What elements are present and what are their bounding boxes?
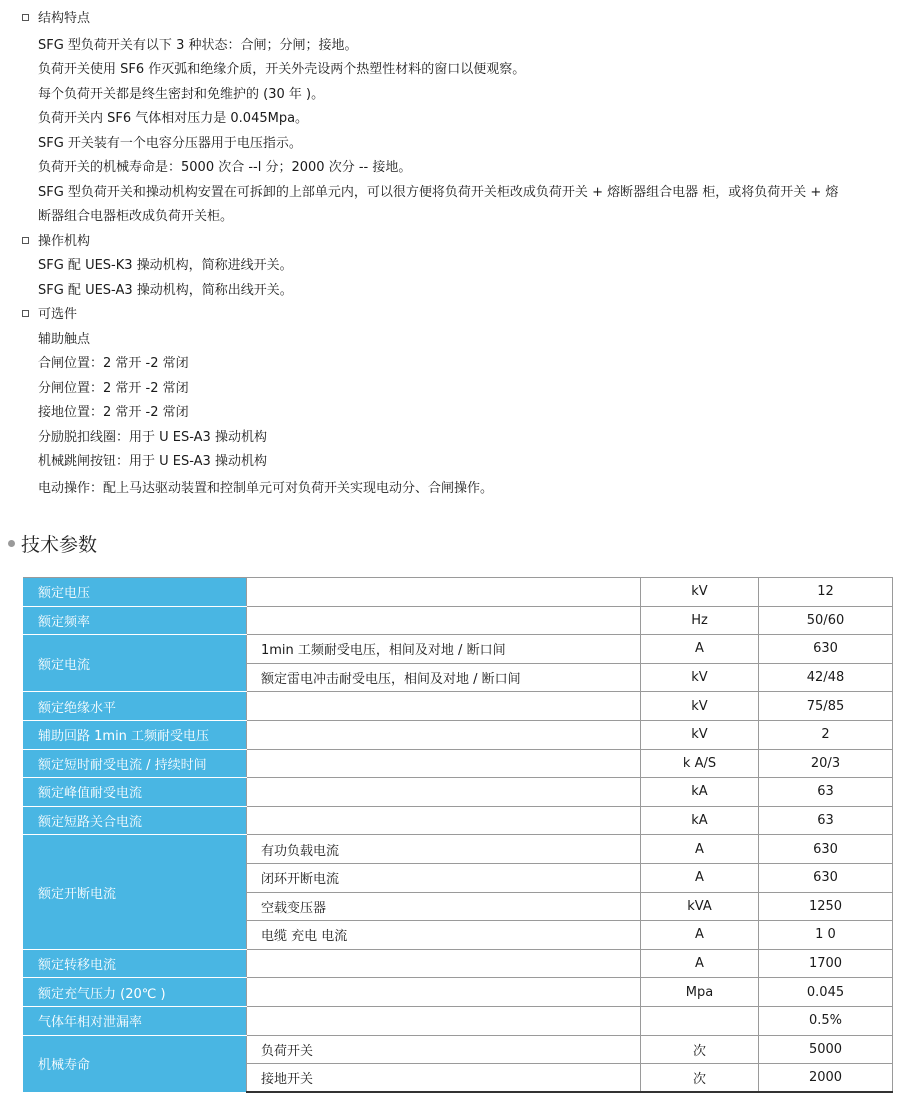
param-sub: 有功负载电流 [247, 835, 641, 864]
param-label: 额定绝缘水平 [24, 692, 247, 721]
table-row [24, 978, 893, 1007]
param-unit: k A/S [641, 749, 759, 778]
param-sub [247, 778, 641, 807]
param-value: 1250 [759, 892, 893, 921]
param-unit: kV [641, 663, 759, 692]
param-sub: 电缆 充电 电流 [247, 921, 641, 950]
param-label: 额定开断电流 [24, 835, 247, 949]
param-label: 额定频率 [24, 606, 247, 635]
param-label: 机械寿命 [24, 1035, 247, 1092]
param-label: 气体年相对泄漏率 [24, 1006, 247, 1035]
param-unit: 次 [641, 1064, 759, 1093]
round-bullet-icon [8, 540, 15, 547]
table-row [24, 806, 893, 835]
param-unit: 次 [641, 1035, 759, 1064]
param-value: 63 [759, 806, 893, 835]
spec-table [23, 577, 893, 1093]
param-value: 630 [759, 635, 893, 664]
section-title: 技术参数 [8, 533, 97, 557]
operation-line: SFG 配 UES-K3 操动机构，简称进线开关。 [38, 258, 293, 273]
param-unit: A [641, 863, 759, 892]
table-row [24, 949, 893, 978]
table-row [24, 835, 893, 864]
param-label: 额定峰值耐受电流 [24, 778, 247, 807]
table-row [24, 635, 893, 664]
param-value: 630 [759, 863, 893, 892]
param-label: 额定短路关合电流 [24, 806, 247, 835]
param-label: 额定转移电流 [24, 949, 247, 978]
param-sub: 闭环开断电流 [247, 863, 641, 892]
options-line: 辅助触点 [38, 332, 91, 347]
param-unit: kA [641, 806, 759, 835]
table-row [24, 578, 893, 607]
param-label: 辅助回路 1min 工频耐受电压 [24, 720, 247, 749]
param-unit: Hz [641, 606, 759, 635]
param-unit: kV [641, 692, 759, 721]
param-unit: kV [641, 720, 759, 749]
param-value: 63 [759, 778, 893, 807]
param-unit: A [641, 635, 759, 664]
param-unit: A [641, 949, 759, 978]
table-row [24, 720, 893, 749]
param-sub [247, 578, 641, 607]
options-line: 合闸位置：2 常开 -2 常闭 [38, 356, 189, 371]
param-value: 2000 [759, 1064, 893, 1093]
param-value: 42/48 [759, 663, 893, 692]
param-sub [247, 749, 641, 778]
param-value: 630 [759, 835, 893, 864]
param-unit: kV [641, 578, 759, 607]
param-unit: kA [641, 778, 759, 807]
table-row [24, 1006, 893, 1035]
param-label: 额定充气压力 (20℃ ) [24, 978, 247, 1007]
param-sub [247, 692, 641, 721]
param-sub [247, 1006, 641, 1035]
options-line: 分励脱扣线圈：用于 U ES-A3 操动机构 [38, 430, 267, 445]
param-unit: A [641, 835, 759, 864]
param-value: 12 [759, 578, 893, 607]
options-line: 分闸位置：2 常开 -2 常闭 [38, 381, 189, 396]
table-row [24, 692, 893, 721]
param-sub: 负荷开关 [247, 1035, 641, 1064]
param-label: 额定短时耐受电流 / 持续时间 [24, 749, 247, 778]
param-sub [247, 806, 641, 835]
param-unit: kVA [641, 892, 759, 921]
structure-line: SFG 型负荷开关和操动机构安置在可拆卸的上部单元内，可以很方便将负荷开关柜改成负荷开关 + 熔断器组合电器 柜，或将负荷开关 + 熔 [38, 185, 839, 200]
operation-heading: 操作机构 [22, 233, 90, 250]
param-sub: 空载变压器 [247, 892, 641, 921]
param-value: 50/60 [759, 606, 893, 635]
param-sub: 1min 工频耐受电压，相间及对地 / 断口间 [247, 635, 641, 664]
structure-line: 负荷开关使用 SF6 作灭弧和绝缘介质，开关外壳设两个热塑性材料的窗口以便观察。 [38, 62, 526, 77]
table-row [24, 606, 893, 635]
param-value: 0.5% [759, 1006, 893, 1035]
options-line: 机械跳闸按钮：用于 U ES-A3 操动机构 [38, 454, 267, 469]
param-value: 75/85 [759, 692, 893, 721]
param-sub [247, 978, 641, 1007]
param-value: 1 0 [759, 921, 893, 950]
structure-line: 负荷开关内 SF6 气体相对压力是 0.045Mpa。 [38, 111, 309, 126]
table-row [24, 749, 893, 778]
structure-line: 断器组合电器柜改成负荷开关柜。 [38, 209, 234, 224]
param-label: 额定电压 [24, 578, 247, 607]
square-bullet-icon [22, 237, 29, 244]
param-unit [641, 1006, 759, 1035]
param-unit: Mpa [641, 978, 759, 1007]
operation-line: SFG 配 UES-A3 操动机构，简称出线开关。 [38, 283, 293, 298]
structure-line: 负荷开关的机械寿命是：5000 次合 --l 分；2000 次分 -- 接地。 [38, 160, 412, 175]
param-unit: A [641, 921, 759, 950]
param-value: 0.045 [759, 978, 893, 1007]
param-value: 5000 [759, 1035, 893, 1064]
square-bullet-icon [22, 14, 29, 21]
param-value: 2 [759, 720, 893, 749]
param-value: 20/3 [759, 749, 893, 778]
structure-line: 每个负荷开关都是终生密封和免维护的 (30 年 )。 [38, 87, 325, 102]
param-label: 额定电流 [24, 635, 247, 692]
param-sub [247, 720, 641, 749]
param-value: 1700 [759, 949, 893, 978]
param-sub: 接地开关 [247, 1064, 641, 1093]
param-sub: 额定雷电冲击耐受电压，相间及对地 / 断口间 [247, 663, 641, 692]
structure-heading: 结构特点 [22, 10, 90, 27]
param-sub [247, 606, 641, 635]
structure-line: SFG 型负荷开关有以下 3 种状态：合闸；分闸；接地。 [38, 38, 358, 53]
square-bullet-icon [22, 310, 29, 317]
options-line: 电动操作：配上马达驱动装置和控制单元可对负荷开关实现电动分、合闸操作。 [38, 481, 494, 496]
structure-line: SFG 开关装有一个电容分压器用于电压指示。 [38, 136, 302, 151]
options-heading: 可选件 [22, 306, 77, 323]
table-row [24, 1035, 893, 1064]
param-sub [247, 949, 641, 978]
options-line: 接地位置：2 常开 -2 常闭 [38, 405, 189, 420]
table-row [24, 778, 893, 807]
